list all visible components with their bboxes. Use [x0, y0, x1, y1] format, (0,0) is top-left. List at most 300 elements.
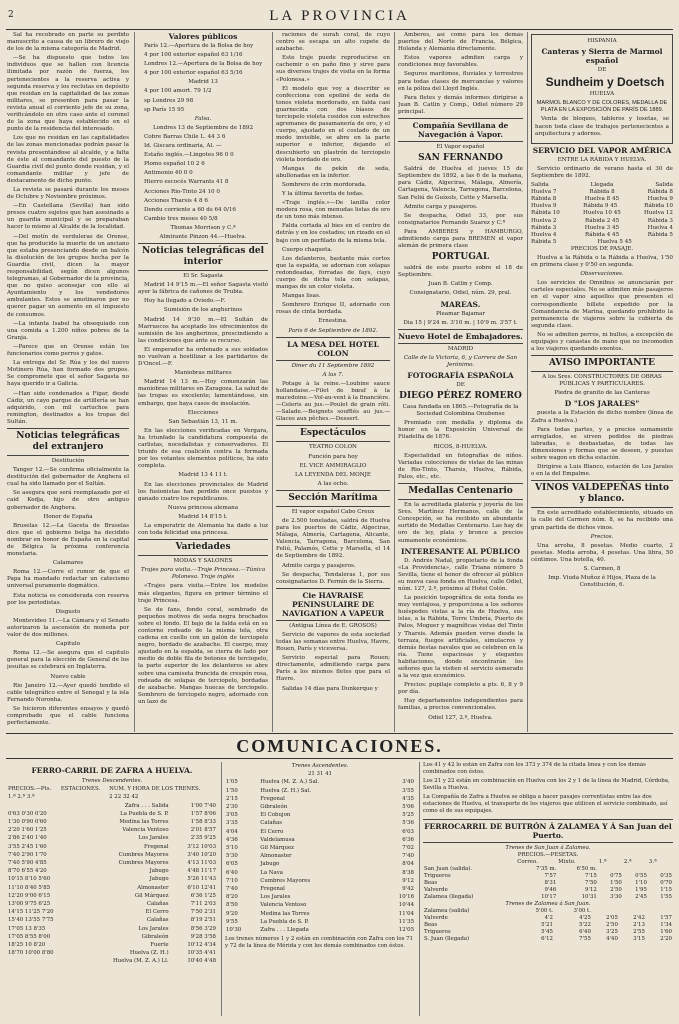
market-line: sp París 15 95	[144, 106, 185, 113]
article-paragraph: —La infanta Isabel ha obsequiado con una comida a 1.200 niños pobres de la Granja.	[7, 320, 129, 341]
ad-line: Casa fundada en 1865.—Fotografía de la Sociedad Colombina Onubense	[402, 404, 519, 418]
table-row	[423, 915, 673, 922]
ad-heading: D "LOS JARALES"	[564, 399, 640, 409]
timetable	[423, 859, 673, 901]
subheading: Precios.	[590, 533, 614, 540]
comunicaciones-title: COMUNICACIONES.	[236, 736, 443, 756]
table-cell: Valverde	[424, 915, 448, 921]
table-cell: 2'15	[226, 795, 238, 802]
table-cell: 10'35 4'41	[187, 950, 216, 957]
table-cell: 2'30	[226, 804, 238, 811]
column-5	[531, 32, 673, 732]
table-cell: 8'31	[544, 880, 557, 886]
table-cell: 12'20 9'00 6'15	[8, 892, 51, 899]
ad-line: El vapor español Cabo Creux	[291, 508, 375, 515]
table-cell: 18'70 10'00 8'80	[8, 950, 54, 957]
table-cell: 15'40 13'55 7'75	[8, 917, 54, 924]
table-cell: Los Jarales	[260, 894, 291, 901]
table-cell: 4'2	[544, 915, 553, 921]
table-cell: Huelva (Z. H.)	[129, 950, 169, 957]
table-cell: Almonaster	[137, 884, 169, 891]
table-cell: 4'25	[579, 915, 591, 921]
table-row	[7, 818, 217, 826]
article-paragraph: Roma 12.—Se asegura que el capitulo general para la elección de General de los jesuitas se celebrará en Inglaterra.	[7, 650, 129, 671]
article-paragraph: Este traje puede reproducirse en cachemir o en paño fino y sirve para sus diversos trajes de visita en la forma «Polonesa.»	[276, 55, 390, 83]
article-paragraph: saldrá de este puerto sobre el 18 de Septiembre.	[398, 265, 523, 279]
table-cell: 2'35 9'25	[190, 835, 216, 842]
table-row	[7, 900, 217, 908]
table-row	[7, 834, 217, 842]
table-cell: 10'40 4'48	[187, 958, 216, 965]
schedule-cell: Huelva 4	[531, 231, 557, 238]
table-row	[7, 892, 217, 900]
subheading: Honor de España	[43, 513, 93, 520]
header-cell: Mixto.	[558, 859, 576, 865]
header-cell: 2 22 32 42	[109, 794, 139, 801]
table-cell: Zalamea (salida)	[424, 908, 470, 914]
article-paragraph: Huelva a la Rábida o la Rábida a Huelva, 1'50 en primera clase y 0'50 en segunda.	[531, 254, 673, 269]
schedule-cell: Huelva 2	[531, 217, 557, 224]
subheading: El Sr. Sagasta	[183, 273, 223, 280]
table-row	[225, 852, 415, 860]
table-cell	[592, 908, 619, 915]
table-cell: 8'04	[402, 861, 414, 868]
column-divider	[272, 32, 273, 732]
section-heading: SERVICIO DEL VAPOR AMÉRICA	[532, 145, 672, 155]
subheading: Maniobras militares	[174, 370, 232, 377]
article-paragraph: «Traje inglés.»—De lanilla color modera rosa, con menudas listas de oro de un tono más intenso.	[276, 200, 390, 221]
subheading: Capitulo	[56, 641, 80, 648]
table-cell: 3'40 10'20	[187, 851, 216, 858]
table-row	[423, 887, 673, 894]
article-paragraph: Servicio ordinario de verano hasta el 30 de Septiembre de 1892.	[531, 165, 673, 179]
table-cell: 2'13	[633, 922, 645, 928]
table-cell: Cumbres Mayores	[118, 851, 169, 858]
table-cell: Medina las Torres	[119, 819, 169, 826]
tides-row: Dia 15 | 9'24 m. 3'10 m. | 10'9 m. 3'57 t.	[403, 319, 518, 326]
table-cell: 13'00 9'75 6'25	[8, 901, 51, 908]
table-cell: Trigueros	[424, 873, 451, 879]
article-paragraph: Sal ha recobrado en parte su perdido manuscrito a causa de un librero de viejo de los de la misma categoría de Madrid.	[7, 32, 129, 53]
dateline: Madrid 13 4 11 t.	[178, 472, 228, 479]
table-cell: Jabugo	[149, 876, 169, 883]
table-cell: 3'40	[402, 779, 414, 786]
article-paragraph: D. Andrés Nadal, propietario de la fonda «La Providencia», calle Triana número 5 Sevilla, tiene el honor de ofrecer al público su nueva casa fonda en Huelva, calle Odiel, núm. 127, 2.º, próximo al Hotel Colón.	[398, 557, 523, 592]
table-cell: 1'05	[226, 779, 238, 786]
table-row	[225, 811, 415, 819]
table-cell: Valencia Ventoso	[122, 827, 169, 834]
schedule-cell: Rábida 8	[647, 189, 673, 196]
table-cell: 17'05 8'55 8'00	[8, 933, 51, 940]
schedule-cell: Huelva 9	[531, 203, 557, 210]
table-cell: 2'45	[635, 894, 647, 900]
article-paragraph: Los delanteros, bastante más cortos que la espalda, se adornan con solapas redondeadas, forradas de fays, cuyo cuerpo de dicha tela con solapas, mangas de un color violeta.	[276, 255, 390, 291]
table-row	[225, 819, 415, 827]
table-cell: 2'42	[633, 915, 645, 921]
column-divider	[394, 32, 395, 732]
ad-heading: Nuevo Hotel de Embajadores.	[398, 329, 523, 344]
market-line: Londres 12.—Apertura de la Bolsa de hoy	[144, 61, 263, 68]
schedule-cell: Huelva 9	[647, 196, 673, 203]
table-cell: Zafra . . . Salida	[124, 802, 169, 809]
section-heading: Variedades	[138, 539, 268, 556]
ad-line: RICOS, 8-HUELVA.	[433, 443, 488, 450]
table-cell: 1'95	[635, 887, 647, 893]
table-cell: 11'10 8'40 5'85	[8, 884, 51, 891]
article-paragraph: Y la última favorita de todas.	[282, 190, 364, 197]
table-row	[225, 828, 415, 836]
table-cell: 9'55	[226, 918, 238, 925]
column-4	[398, 32, 523, 732]
table-cell: 7'10	[226, 877, 238, 884]
article-paragraph: Madrid 14 13 m.—Hoy comenzarán las maniobras militares en Zaragoza. La salud de las tropas es excelente; lamentándose, sin embargo, que haya casos de insolación.	[138, 379, 268, 407]
table-cell: 8'50	[226, 902, 238, 909]
article-paragraph: raciones de surah coral, de cuyo centro se escapa un alto copete de azabache.	[276, 32, 390, 53]
table-cell: 3'55	[402, 787, 414, 794]
table-cell: 10'17	[541, 894, 557, 900]
article-paragraph: Una arroba, 8 pesetas. Medio cuarto, 2 pesetas. Media arroba, 4 pesetas. Una libra, 50 céntimos. Una botella, 40.	[531, 542, 673, 563]
table-row	[7, 908, 217, 916]
article-paragraph: «Trajes para visita.—Entre los modelos más elegantes, figura en primer término el traje Princesa.	[138, 583, 268, 604]
price-row: Cobre Barras Chile L. 44 3 6	[144, 133, 226, 140]
table-row	[7, 851, 217, 859]
signature: Ernestina.	[318, 318, 348, 325]
table-cell: Valdelamusa	[260, 836, 295, 843]
table-row	[225, 778, 415, 786]
table-cell: Jabugo	[149, 868, 169, 875]
table-cell: 3'30	[610, 894, 622, 900]
article-paragraph: Hoy ha llegado a Oviedo.—F.	[144, 298, 226, 305]
market-line: Falsa.	[194, 115, 212, 122]
price-row: Estaño inglés.—Lingotes 96 0 0	[144, 152, 234, 159]
article-paragraph: Tanger 12.—Se confirma oficialmente la destitución del gobernador de Anghera el cual ha sido llamado por el Sultán.	[7, 467, 129, 488]
article-paragraph: Servicio de vapores de esta sociedad todas las semanas entre Huelva, Havre, Rouen, París y viceversa.	[276, 631, 390, 653]
market-date: Londres 13 de Septiembre de 1892	[152, 124, 254, 131]
table-cell: Valverde	[424, 887, 448, 893]
header-cell: PRECIOS.—Pts.	[8, 786, 52, 793]
table-cell: 7'02	[402, 845, 414, 852]
table-row	[7, 802, 217, 810]
table-cell: Valencia Ventoso	[260, 902, 307, 909]
table-cell: Beas	[424, 880, 438, 886]
schedule-cell: Rábida 3	[647, 217, 673, 224]
ad-heading: SAN FERNANDO	[418, 153, 503, 164]
schedule-cell: Huelva 4	[647, 224, 673, 231]
table-row	[7, 867, 217, 875]
masthead	[0, 8, 679, 25]
timetable-body	[7, 802, 217, 966]
table-cell: 7'40 2'90 1'70	[8, 851, 47, 858]
table-row	[423, 936, 673, 943]
price-row: Dendu corriente a 60 ds 64 0/16	[144, 206, 236, 213]
timetable	[423, 908, 673, 943]
article-paragraph: Cuerpo chaqueta.	[282, 246, 333, 253]
schedule-cell: Huelva 12	[644, 210, 673, 217]
schedule-cell: Huelva 8 45	[584, 196, 620, 203]
article-paragraph: Esta noticia es considerada con reserva por los periodistas.	[7, 592, 129, 606]
price-row: Acciones Rio-Tinto 24 10 0	[144, 188, 220, 195]
article-paragraph: Especialidad en fotografías de niños. Variadas colecciones de vistas de las minas de Rio-Tinto, Tharsis, Huelva, Rábida, Palos, etc., etc.	[398, 452, 523, 480]
table-row	[423, 894, 673, 901]
ad-line: A los Sres. CONSTRUCTORES DE OBRAS PÚBLICAS Y PARTICULARES.	[542, 374, 662, 388]
programme-line: A las ocho.	[317, 480, 349, 487]
imprint: Imp. Viuda Muñoz é Hijos, Plaza de la Constitución, 6.	[548, 575, 656, 589]
programme-line: LA LEYENDA DEL MONJE	[295, 471, 371, 478]
table-cell	[619, 908, 646, 915]
signature: Juan B. Catlin y Comp.	[428, 281, 493, 288]
ad-heading: Medallas Centenario	[398, 483, 523, 500]
table-cell: Calañas	[146, 901, 169, 908]
table-cell: 3'55 2'45 1'60	[8, 843, 47, 850]
timetable-title: FERRO-CARRIL DE ZAFRA A HUELVA.	[31, 766, 193, 775]
table-cell: 1'30 0'90 0'60	[8, 819, 47, 826]
table-cell: 8'20	[226, 894, 238, 901]
section-heading: Espectáculos	[276, 425, 390, 442]
market-line: 4 por 100 exterior español 63 5/16	[144, 70, 243, 77]
table-cell: 10'44	[398, 902, 414, 909]
subheading: Elecciones	[187, 409, 219, 416]
article-paragraph: Salidas 14 días para Dunkerque y	[282, 685, 378, 692]
table-cell: 5'25	[402, 812, 414, 819]
article-paragraph: Madrid 14 9'30 m.—El Sultán de Marruecos ha aceptado los ofrecimientos de sumisión de los angherinos, prescindiendo a las condiciones que ante su recurso.	[138, 316, 268, 344]
table-cell: Almonaster	[260, 853, 292, 860]
table-row	[225, 836, 415, 844]
table-cell: 2'86 2'40 1'40	[8, 835, 47, 842]
table-cell: 7'40	[402, 853, 414, 860]
newspaper-title: LA PROVINCIA	[269, 8, 410, 24]
market-line: sp Londres 29 98	[144, 97, 194, 104]
signature: Almirante Pinzon 44.—Huelva.	[159, 233, 247, 240]
subheading: Disgusto	[55, 608, 81, 615]
article-paragraph: La entrega del Sr. Rúa y los del nuevo Motinero Rúa, han formado dos grupos. Se compromete que el señor Sagasta no haya querido ir a Galicia.	[7, 360, 129, 388]
table-row	[225, 926, 415, 934]
article-paragraph: En las elecciones provinciales de Madrid los fusionistas han perdido once puestos y ganado cuatro los republicanos.	[138, 481, 268, 502]
article-paragraph: Amberes, así como para los demás puertos del Norte de Francia, Bélgica, Holanda y Alemania directamente.	[398, 32, 523, 53]
table-cell: 1'60	[660, 929, 672, 935]
subheading: Trajes para visita.—Traje Princesa.—Túnica Polonesa. Traje inglés	[140, 567, 266, 581]
table-cell: Gibraleón	[141, 933, 169, 940]
ad-title: Sundheim y Doetsch	[545, 75, 665, 90]
timetable-ascending	[225, 762, 415, 1016]
table-cell: Zalamea (llegada)	[424, 894, 474, 900]
signature: Consignatario, Odiel, núm. 29, pral.	[409, 290, 512, 297]
schedule-cell: Rábida 4 45	[584, 231, 620, 238]
article-paragraph: Los 21 y 22 están en combinación en Huelva con los 2 y 1 de la línea de Madrid, Córdoba, Sevilla a Huelva.	[423, 778, 670, 791]
table-cell: 10'15 8'10 5'60	[8, 876, 51, 883]
table-cell: 0'75	[610, 873, 622, 879]
column-1	[7, 32, 129, 732]
table-cell: 8'19 2'51	[190, 917, 216, 924]
table-cell: Medina las Torres	[260, 910, 310, 917]
table-cell: 8'70 6'55 4'20	[8, 868, 47, 875]
table-cell: Gil Márquez	[260, 845, 294, 852]
table-cell: 7'15	[585, 873, 597, 879]
article-paragraph: Los 41 y 42 lo están en Zafra con los 373 y 374 de la citada línea y con los demás combinados con éstos.	[423, 762, 646, 775]
table-cell: Gil Márquez	[134, 892, 169, 899]
article-paragraph: —Se ha dispuesto que todos los individuos que se hallen con licencia ilimitada por razón de fuerza, los pertenecientes a la reserva activa y segunda reserva y los reclutas en depósito que residan en la capitalidad de las zonas militares, se presenten para pasar la revista anual el corriente jefe de su zona, verificándolo en otro caso ante el coronel de la zona que haya establecido en el punto de la residencia del interesado.	[7, 55, 129, 133]
article-paragraph: puesta a la Estación de dicho nombre (línea de Zafra a Huelva.)	[531, 410, 673, 424]
table-cell: 10'30	[226, 927, 242, 934]
table-row	[225, 787, 415, 795]
table-cell: Los Jarales	[138, 925, 169, 932]
table-row	[423, 866, 673, 873]
table-cell: 5'36	[402, 820, 414, 827]
column-divider	[134, 32, 135, 732]
ad-line: (Antigua Línea de E. GROSOS)	[289, 622, 377, 629]
table-cell: 3'05	[226, 812, 238, 819]
table-cell: 1'00 7'40	[190, 802, 216, 809]
table-cell: Fregenal	[260, 886, 285, 893]
table-cell	[598, 866, 623, 873]
table-row	[7, 925, 217, 933]
table-row	[225, 877, 415, 885]
article-paragraph: Roma 12.—Corre el rumor de que el Papa ha mandado redactar un catecismo universal puramente dogmático.	[7, 569, 129, 590]
header-cell: 3.ª	[648, 859, 657, 865]
signature: S. Carmen, 8	[583, 565, 621, 572]
timetable-subtitle: PRECIOS.—PESETAS.	[517, 852, 579, 858]
ad-heading: Compañía Sevillana de Navegación á Vapor.	[398, 118, 523, 142]
article-paragraph: Dirigirse a Luis Blanco, estación de Los Jarales o en la del Empalme.	[531, 464, 673, 478]
article-paragraph: —En Castellana (Sevilla) han sido presos cuatro sujetos que han asesinado a un guardia municipal y se preparaban hacer lo mismo al Alcalde de la localidad.	[7, 203, 129, 231]
schedule-row	[531, 239, 673, 246]
table-cell: 4'40	[606, 936, 618, 942]
article-paragraph: Venta de bloques, tableros y losetas, se hacen toda clase de trabajos pertenecientes a arquitectura y adornos.	[535, 116, 669, 137]
table-cell: 7'57	[544, 873, 557, 879]
table-row	[225, 803, 415, 811]
schedule-cell: Huelva 7	[531, 189, 557, 196]
table-cell: Fregenal	[260, 795, 285, 802]
article-paragraph: En las elecciones verificadas en Vergara, ha triunfado la candidatura compuesta de carlistas, nocedalistas y conservadores. El triunfo de esa coalición contra la formada por los votantes elementos políticos, ha sido completa.	[138, 427, 268, 470]
table-cell: 2'50	[606, 922, 618, 928]
table-cell: 5'06	[402, 804, 414, 811]
dateline: San Sebastián 13, 11 m.	[168, 418, 238, 425]
schedule-row	[531, 225, 673, 232]
table-cell: 9'12	[402, 877, 414, 884]
article-paragraph: En la acreditada platería y joyería de los Sres. Martínez Hermanos, calle de la Concepción, se ha recibido un abundante surtido de Medallas Centenario. Las hay de oro de ley, plata y bronce a precios sumamente económicos.	[398, 502, 523, 544]
table-row	[225, 795, 415, 803]
price-row: Cambio tres meses 40 5/8	[144, 215, 218, 222]
schedule-cell: Huelva 3 45	[584, 224, 620, 231]
ad-line: HISPANIA	[587, 38, 617, 44]
schedule-cell: Huelva 5 45	[597, 238, 632, 245]
header-cell: 2.ª	[623, 859, 632, 865]
schedule-cell: Rábida 2 45	[584, 217, 620, 224]
table-cell: El Cobujon	[260, 812, 291, 819]
article-paragraph: Rio Janeiro 12.—Ayer quedó tendido el cable telegráfico entre el Senegal y la isla Fernando Noronha.	[7, 682, 129, 703]
table-cell: 0'63 0'30 0'20	[8, 810, 47, 817]
ad-line: Calle de la Victoria, 6, y Carrera de San Jerónimo.	[403, 354, 518, 368]
market-line: 4 por 100 exterior español 63 1/16	[144, 52, 243, 59]
table-cell: El Cerro	[145, 909, 169, 916]
table-cell: Los Jarales	[138, 835, 169, 842]
table-cell: 3'00 t.	[573, 908, 591, 914]
subheading: A las 7.	[322, 371, 344, 378]
header-cell: 1.ª 2.ª 3.ª	[8, 794, 35, 801]
article-paragraph: Precios: pupilaje completo a pts. 6, 8 y 9 por día.	[398, 682, 523, 696]
timetable-title: FERROCARRIL DE BUITRÓN Á ZALAMEA Y Á San Juan del Puerto.	[423, 819, 673, 843]
schedule-cell: Rábida 10	[531, 210, 560, 217]
table-cell: 1'15	[660, 887, 672, 893]
header-cell: NUM. Y HORA DE LOS TRENES.	[109, 786, 201, 793]
page-number: 2	[8, 10, 14, 20]
section-heading: Noticias telegráficas del interior	[138, 243, 268, 271]
table-row	[7, 826, 217, 834]
table-row	[225, 885, 415, 893]
table-row	[225, 910, 415, 918]
subheading: Nuevo cable	[50, 673, 86, 680]
table-row	[423, 908, 673, 915]
article-paragraph: Premiado con medalla y diploma de honor en la Exposición Universal de Filadelfia de 1876.	[398, 420, 523, 441]
table-cell: 10'31	[581, 894, 597, 900]
timetable-subtitle: Trenes Descendentes.	[81, 778, 143, 784]
table-cell: 18'25 10 8'20	[8, 942, 46, 949]
train-numbers: 21 31 41	[307, 771, 332, 778]
article-paragraph: Montevideo 11.—La Cámara y el Senado autorizaron la ascensión de moneda por valor de dos millones.	[7, 617, 129, 639]
table-row	[225, 918, 415, 926]
table-cell: Gibraleón	[260, 804, 288, 811]
table-cell: 1'10	[635, 880, 647, 886]
table-cell: Cumbres Mayores	[260, 877, 311, 884]
table-cell: 1'57	[660, 915, 672, 921]
article-paragraph: La emperatriz de Alemania ha dado a luz con toda felicidad una princesa.	[138, 522, 268, 537]
article-paragraph: Sombrero Enrique II, adornado con rosas de cinta bordada.	[276, 302, 390, 316]
table-cell: 9'12	[585, 887, 597, 893]
article-paragraph: de 2.500 toneladas, saldrá de Huelva para los puertos de Cádiz, Algeciras, Málaga, Almería, Cartagena, Alicante, Valencia, Tarragona, Barcelona, San Feliú, Palamós, Cette y Marsella, el 14 de Septiembre de 1892.	[276, 517, 390, 560]
table-cell	[623, 866, 648, 873]
table-row	[7, 875, 217, 883]
table-cell: 2'20	[660, 936, 672, 942]
table-row	[7, 957, 217, 965]
table-cell: 4'35	[402, 795, 414, 802]
table-cell: 5'21	[541, 922, 553, 928]
table-cell: Calañas	[146, 917, 169, 924]
table-cell: 6'40	[226, 869, 238, 876]
article-paragraph: Se de fans, fondo coral, sembrado de pequeños motivos de seda negra brochados sobre el fondo. El bajo de la falda está en su contorno rodeado de la misma tela, otra cadena en cuello con un galón de terciopelo negro, bordado de azabache. El cuerpo, muy ajustado en la espalda, se cierra de lado por medio de doble fila de botones de terciopelo, la parte superior de los delanteros se abre sobre una camiseta fruncida de crespón rosa, rodeada de solapas de terciopelo, bordadas de azabache. Mangas huecas de terciopelo. Sombrero de terciopelo negro, adornado con un lazo de	[138, 606, 268, 705]
header-cell: 1.ª	[598, 859, 607, 865]
table-row	[7, 884, 217, 892]
ad-line: DE	[456, 382, 465, 388]
menu-text: Potage à la reine.—Loubine sauce hollandaise.—Filet de bœuf à la macedoine.—Vol-au-vent à la financière.—Celeris au jus.—Poulet de grain rôti.—Salade.—Beignets soufflés au jus.—Glaces aux pêches.—Dessert.	[276, 380, 390, 423]
table-cell: Jabugo	[260, 861, 280, 868]
schedule-cell: Rábida 10	[644, 203, 673, 210]
table-cell: S. Juan (llegada)	[424, 936, 470, 942]
section-heading: Valores públicos	[168, 32, 238, 41]
article-paragraph: Falda cortada al bies en el centro de detrás y en los costados; un rizado en el bajo con un perfilado de la misma tela.	[276, 223, 390, 244]
table-cell: 1'50	[610, 880, 622, 886]
ad-line: MADRID	[447, 345, 474, 352]
article-paragraph: Se despacha, Odiel 33, por sus consignatarios Fernando Suarez y C.ª	[398, 212, 523, 226]
table-cell: 2'55	[633, 929, 645, 935]
ad-heading: FOTOGRAFÍA ESPAÑOLA	[407, 371, 514, 380]
table-cell: El Cerro	[260, 828, 284, 835]
article-paragraph: Hay departamentos independientes para familias, a precios convencionales.	[398, 698, 523, 712]
timetable	[7, 785, 217, 801]
price-row: Hierro escocés Warrants 41 8	[144, 179, 229, 186]
timetable-subtitle: Trenes de Zalamea á San Juan.	[505, 901, 591, 907]
article-paragraph: Los servicios de Omnibus se anunciarán por carteles especiales. No se admiten más pasajeros en el vapor sino aquellos que presenten el correspondiente billete expedido por la Comandancia de Marina, quedando prohibido la permanencia de viajeros sobre la cubierta de segunda clase.	[531, 280, 673, 329]
table-header	[7, 785, 217, 793]
article-paragraph: Saldrá de Huelva el jueves 15 de Septiembre de 1892, a las 6 de la mañana, para Cádiz, Algeciras, Málaga, Almería, Cartagena, Valencia, Tarragona, Barcelona, San Feliú de Guíxols, Cette y Marsella.	[398, 166, 523, 201]
article-paragraph: Mangas de pekín de seda, abullonadas en la inferior.	[276, 165, 390, 179]
table-cell: 6'36	[402, 836, 414, 843]
ad-heading: Canteras y Sierra de Marmol español	[541, 47, 663, 66]
band-rule	[6, 758, 673, 759]
table-cell: 8'38	[402, 869, 414, 876]
ad-heading: INTERESANTE AL PÚBLICO	[400, 546, 521, 556]
ad-line: Odiel 127, 2.º, Huelva.	[428, 714, 493, 721]
article-paragraph: Para fletes y demás informes dirigirse a Juan B. Catlin y Comp., Odiel número 29 principal.	[398, 94, 523, 115]
table-cell: 0'35	[660, 873, 672, 879]
